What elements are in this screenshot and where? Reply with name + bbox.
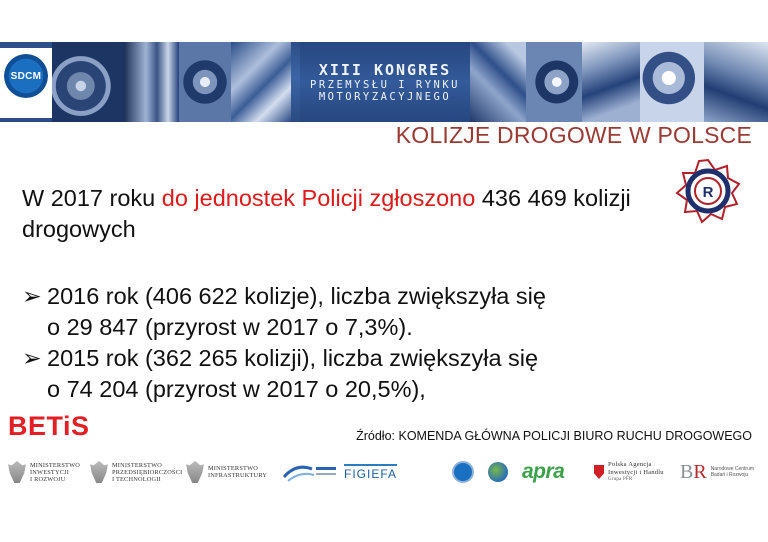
- congress-line1: XIII KONGRES: [318, 60, 452, 79]
- slide-title: KOLIZJE DROGOWE W POLSCE: [395, 122, 752, 148]
- bullet-line: 2016 rok (406 622 kolizje), liczba zwiększyła się: [47, 283, 546, 309]
- partner-logos: [0, 452, 768, 492]
- bullet-line: o 74 204 (przyrost w 2017 o 20,5%),: [47, 376, 426, 402]
- banner-image-wheel: [470, 42, 526, 122]
- figiefa-logo: FIGIEFA: [344, 452, 397, 492]
- globe-logo: [488, 452, 508, 492]
- ministry-infrastructure-logo: MINISTERSTWO INFRASTRUKTURY: [186, 452, 267, 492]
- lead-text-end: 436 469 kolizji drogowych: [22, 185, 631, 242]
- bullet-line: o 29 847 (przyrost w 2017 o 7,3%).: [47, 314, 413, 340]
- lead-highlight: do jednostek Policji zgłoszono: [161, 185, 476, 211]
- banner-image-metal: [124, 42, 179, 122]
- lead-paragraph: [22, 183, 662, 245]
- sdcm-logo: SDCM: [4, 54, 48, 98]
- bullet-line: 2015 rok (362 265 kolizji), liczba zwiększyła się: [47, 345, 539, 371]
- badge-letter: R: [702, 184, 714, 201]
- bullet-arrow-icon: ➢: [22, 283, 42, 309]
- ministry-investment-logo: MINISTERSTWO INWESTYCJI I ROZWOJU: [8, 452, 80, 492]
- ministry-enterprise-logo: MINISTERSTWO PRZEDSIĘBIORCZOŚCI I TECHNOLOGII: [90, 452, 182, 492]
- banner-image-pump: [582, 42, 640, 122]
- source-note: Źródło: KOMENDA GŁÓWNA POLICJI BIURO RUCHU DROGOWEGO: [356, 429, 752, 443]
- paih-logo: Polska Agencja Inwestycji i Handlu Grupa PFR: [594, 452, 664, 492]
- bullet-list: [22, 281, 722, 405]
- eagle-icon: [8, 461, 26, 483]
- congress-line3: MOTORYZACYJNEGO: [318, 90, 452, 103]
- eagle-icon: [90, 461, 108, 483]
- banner-image-bearing: [179, 42, 231, 122]
- banner-image-parts: [231, 42, 291, 122]
- apra-logo: apra: [522, 460, 565, 483]
- banner-image-engine: [704, 42, 768, 122]
- bullet-item-2016: [22, 281, 722, 343]
- clepa-logo: [282, 452, 338, 492]
- ncbr-logo: BR Narodowe Centrum Badań i Rozwoju: [680, 460, 755, 483]
- banner-image-disc: [526, 42, 582, 122]
- police-traffic-badge-icon: [675, 158, 741, 224]
- congress-line2: PRZEMYSŁU I RYNKU: [310, 78, 460, 91]
- betis-logo: BETiS: [8, 411, 90, 441]
- bullet-item-2015: [22, 343, 722, 405]
- eagle-icon: [186, 461, 204, 483]
- clepa-swoosh-icon: [282, 459, 338, 485]
- banner-image-rim: [640, 42, 704, 122]
- lead-text-start: W 2017 roku: [22, 185, 162, 211]
- banner-image-gears: [52, 42, 124, 122]
- bullet-arrow-icon: ➢: [22, 345, 42, 371]
- congress-title: [300, 42, 470, 122]
- sdcm-small-logo: [452, 452, 474, 492]
